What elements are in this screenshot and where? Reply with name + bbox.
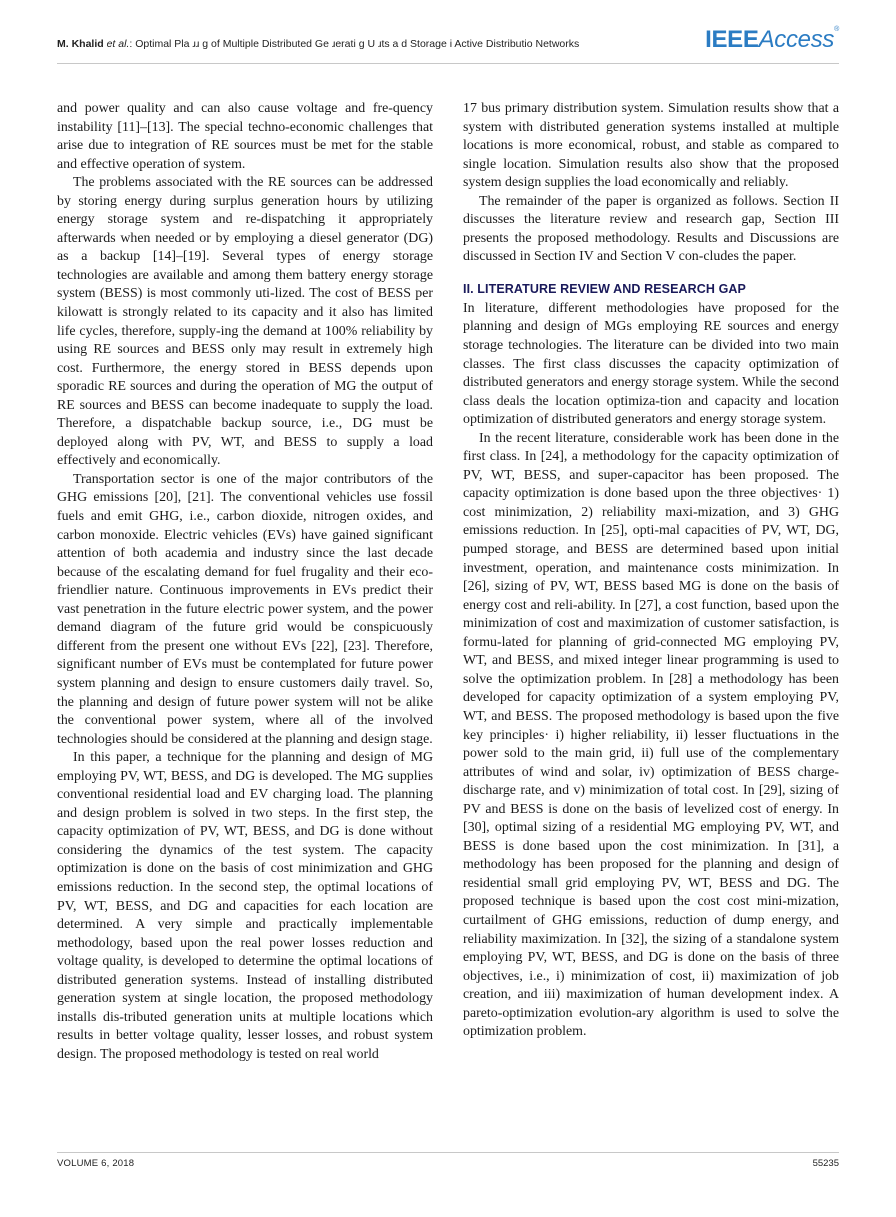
logo-registered-mark: ® (834, 26, 839, 33)
running-head-authors: M. Khalid (57, 38, 104, 50)
footer-divider (57, 1152, 839, 1153)
paragraph: In this paper, a technique for the planning and design of MG employing PV, WT, BESS, and DG is developed. The MG supplies conventional residential load and EV charging load. The planning and design problem is solved in two steps. In the first step, the capacity optimization of PV, WT, BESS, and DG is done without considering the dynamics of the test system. The capacity optimization is done on the basis of cost minimization and GHG emissions reduction. In the second step, the optimal locations of PV, WT, BESS, and DG and capacities for each location are determined. A very simple and practically implementable methodology, based upon the real power losses reduction and voltage quality, is developed to determine the optimal locations of distributed generation systems. Instead of installing distributed generation system at single location, the proposed methodology installs dis-tributed generation units at multiple locations which results in better voltage quality, lesser losses, and robust system design. The proposed methodology is tested on real world (57, 750, 433, 1062)
running-head-et-al: et al. (106, 38, 130, 50)
logo-ieee-text: IEEE (705, 26, 759, 53)
left-column (57, 100, 433, 1064)
page-header (57, 26, 839, 58)
paragraph: In literature, different methodologies have proposed for the planning and design of MGs employing RE sources and energy storage technologies. The literature can be divided into two main classes. The first class discusses the capacity optimization of distributed generators and energy storage system. While the second class deals the location optimiza-tion and capacity and location optimization of distributed generators and energy storage system. (463, 300, 839, 428)
paragraph: Transportation sector is one of the major contributors of the GHG emissions [20], [21]. The conventional vehicles use fossil fuels and emit GHG, i.e., carbon dioxide, nitrogen oxides, and carbon monoxide. Electric vehicles (EVs) have gained significant attention of both academia and industry since the last decade because of the escalating demand for fuel frugality and their eco-friendlier nature. Continuous improvements in EVs predict their vast penetration in the future electric power system, and the power demand diagram of the future grid would be conspicuously different from the present one without EVs [22], [23]. Therefore, significant number of EVs must be contemplated for future power system planning and design to ensure customers daily travel. So, the planning and design of future power system will not be alike the conventional power system, where all of the involved technologies should be considered at the planning and design stage. (57, 471, 433, 747)
paragraph: 17 bus primary distribution system. Simulation results show that a system with distributed generation systems installed at multiple locations is more economical, robust, and stable as compared to single location. Simulation results also show that the proposed system design supplies the load economically and reliably. (463, 101, 839, 191)
paragraph: The remainder of the paper is organized as follows. Section II discusses the literature review and research gap, Section III presents the proposed methodology. Results and Discussions are discussed in Section IV and Section V con-cludes the paper. (463, 193, 839, 265)
ieee-access-logo (705, 26, 839, 54)
footer-page-number: 55235 (812, 1158, 839, 1169)
paragraph: In the recent literature, considerable work has been done in the first class. In [24], a methodology for the capacity optimization of PV, WT, BESS, and super-capacitor has been proposed. The capacity optimization is done based upon the three objectives· 1) cost minimization, 2) reliability maxi-mization, and 3) GHG emissions reduction. In [25], opti-mal capacities of PV, WT, DG, pumped storage, and BESS are determined based upon initial investment, operation, and maintenance costs minimization. In [26], sizing of PV, WT, BESS based MG is done on the basis of energy cost and reli-ability. In [27], a cost function, based upon the minimization of cost and maximization of customer satisfaction, is formu-lated for planning of grid-connected MG employing PV, WT, and BESS, and mixed integer linear programming is used to solve the optimization problem. In [28] a methodology has been developed for capacity optimization of a system employing PV, WT, and BESS. The proposed methodology is based upon the five key principles· i) higher reliability, ii) lesser fluctuations in the power sold to the main grid, ii) full use of the complementary attributes of wind and solar, iv) optimization of BESS charge-discharge rate, and v) minimization of total cost. In [29], sizing of PV and BESS is done on the basis of levelized cost of energy. In [30], optimal sizing of a residential MG employing PV, WT, and BESS is done based upon the cost minimization. In [31], a methodology has been proposed for the planning and design of residential small grid employing PV, WT, BESS and DG. The proposed technique is based upon the cost cost mini-mization, curtailment of GHG emissions, reduction of dump energy, and reliability maximization. In [32], the sizing of a standalone system employing PV, WT, BESS, and DG is done on the basis of three objectives, i.e., i) minimization of cost, ii) maximization of job creation, and iii) maximization of human development index. A pareto-optimization evolution-ary algorithm is used to solve the optimization problem. (463, 430, 839, 1040)
running-head-title: : Optimal Pla ɹɹ g of Multiple Distributed Ge ɹerati g U ɹts a d Storage i Active Distributio Networks (129, 38, 580, 50)
right-column (463, 100, 839, 1042)
header-divider (57, 63, 839, 64)
paragraph: The problems associated with the RE sources can be addressed by storing energy during surplus generation hours by utilizing energy storage system and re-dispatching it appropriately afterwards when needed or by employing a diesel generator (DG) as a backup [14]–[19]. Several types of energy storage technologies are available and among them battery energy storage system (BESS) is most commonly uti-lized. The cost of BESS per kilowatt is strongly related to its capacity and it also has limited life cycles, therefore, supply-ing the demand at 100% reliability by using RE sources and BESS only may result in extremely high cost. Furthermore, the energy stored in BESS depends upon sporadic RE sources and during the operation of MG the output of RE sources and BESS can become inadequate to supply the load. Therefore, a dispatchable backup source, i.e., DG must be deployed along with PV, WT, and BESS to supply a load effectively and economically. (57, 175, 433, 469)
logo-access-text: Access (758, 26, 835, 53)
section-heading: II. LITERATURE REVIEW AND RESEARCH GAP (463, 281, 746, 296)
running-head (57, 38, 579, 50)
paragraph: and power quality and can also cause voltage and fre-quency instability [11]–[13]. The special techno-economic challenges that arise due to integration of RE sources must be met for the stable and effective operation of system. (57, 101, 433, 172)
footer-volume: VOLUME 6, 2018 (57, 1158, 135, 1169)
